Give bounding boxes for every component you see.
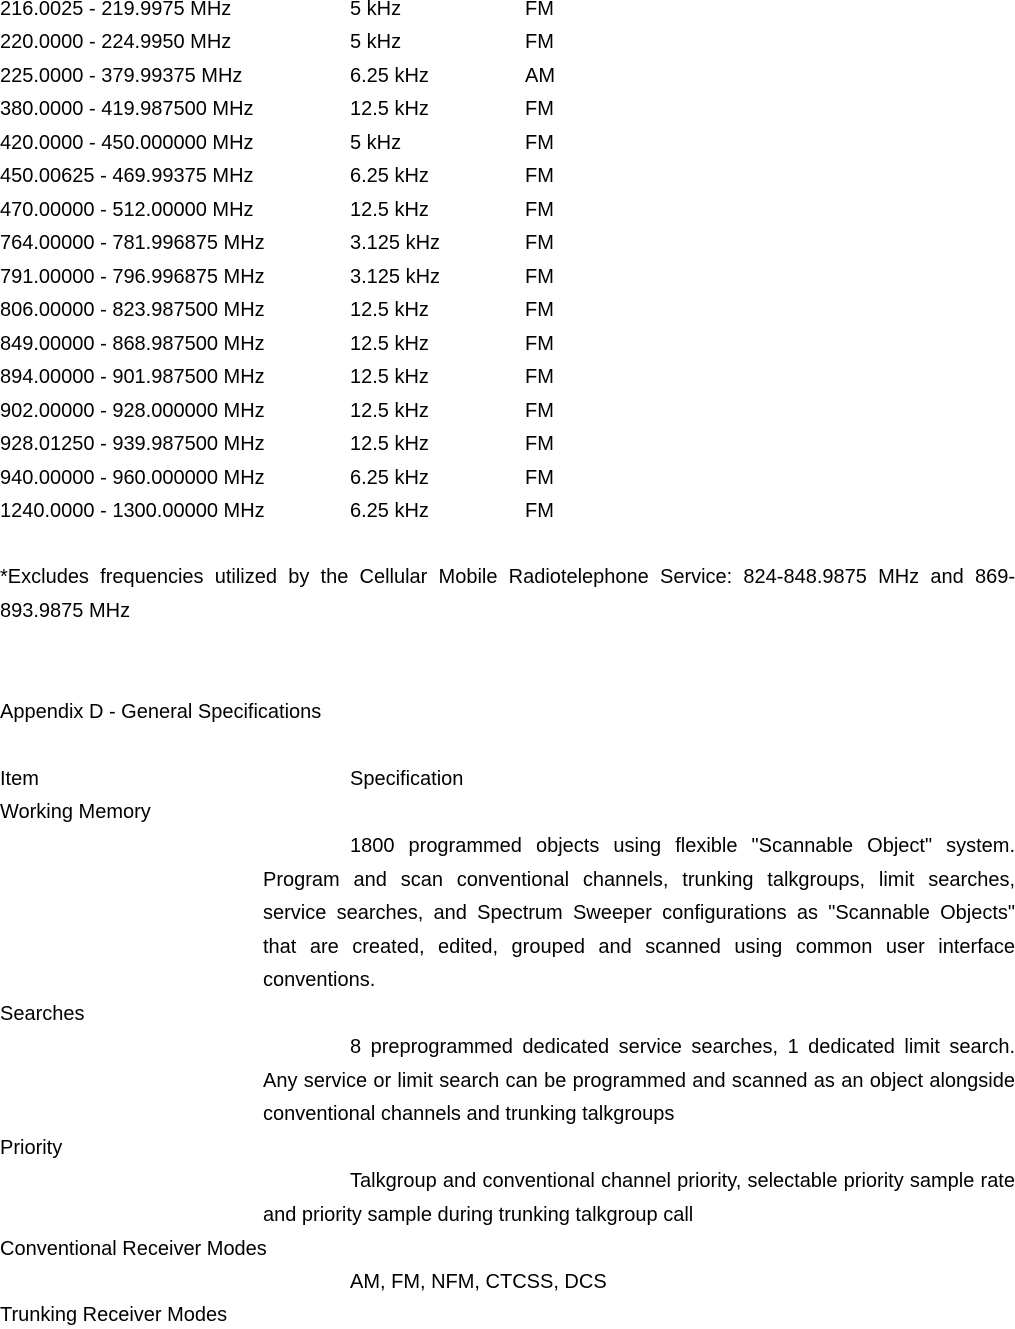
freq-step: 12.5 kHz bbox=[350, 199, 429, 221]
spec-item-label: Priority bbox=[0, 1137, 63, 1159]
freq-step: 12.5 kHz bbox=[350, 433, 429, 455]
freq-range: 764.00000 - 781.996875 MHz bbox=[0, 232, 265, 254]
freq-mode: FM bbox=[525, 266, 554, 288]
freq-mode: FM bbox=[525, 199, 554, 221]
freq-step: 3.125 kHz bbox=[350, 266, 441, 288]
freq-step: 6.25 kHz bbox=[350, 500, 429, 522]
freq-range: 450.00625 - 469.99375 MHz bbox=[0, 165, 254, 187]
freq-step: 6.25 kHz bbox=[350, 467, 429, 489]
freq-step: 3.125 kHz bbox=[350, 232, 441, 254]
freq-mode: FM bbox=[525, 232, 554, 254]
freq-step: 12.5 kHz bbox=[350, 299, 429, 321]
spec-item-label: Trunking Receiver Modes bbox=[0, 1304, 228, 1326]
spec-item-label: Conventional Receiver Modes bbox=[0, 1238, 267, 1260]
freq-step: 12.5 kHz bbox=[350, 366, 429, 388]
freq-range: 220.0000 - 224.9950 MHz bbox=[0, 31, 232, 53]
footnote: *Excludes frequencies utilized by the Cellular Mobile Radiotelephone Service: 824-848.9875 MHz and 869-893.9875 MHz bbox=[0, 566, 1015, 622]
freq-mode: FM bbox=[525, 299, 554, 321]
spec-item-description: 1800 programmed objects using flexible "Scannable Object" system. Program and scan conventional channels, trunking talkgroups, limit searches, service searches, and Spectrum Sweeper configurations as "Scannable Objects" that are created, edited, grouped and scanned using common user interface conventions. bbox=[263, 835, 1015, 991]
freq-mode: FM bbox=[525, 366, 554, 388]
freq-range: 225.0000 - 379.99375 MHz bbox=[0, 65, 243, 87]
freq-range: 791.00000 - 796.996875 MHz bbox=[0, 266, 265, 288]
freq-range: 849.00000 - 868.987500 MHz bbox=[0, 333, 265, 355]
freq-step: 5 kHz bbox=[350, 132, 402, 154]
freq-range: 894.00000 - 901.987500 MHz bbox=[0, 366, 265, 388]
freq-step: 6.25 kHz bbox=[350, 65, 429, 87]
spec-item-description: 8 preprogrammed dedicated service searches, 1 dedicated limit search. Any service or limit search can be programmed and scanned as an object alongside conventional channels and trunking talkgroups bbox=[263, 1036, 1015, 1125]
freq-mode: FM bbox=[525, 31, 554, 53]
freq-range: 928.01250 - 939.987500 MHz bbox=[0, 433, 265, 455]
freq-step: 5 kHz bbox=[350, 31, 402, 53]
freq-mode: FM bbox=[525, 0, 554, 20]
freq-step: 5 kHz bbox=[350, 0, 402, 20]
freq-mode: FM bbox=[525, 500, 554, 522]
freq-range: 902.00000 - 928.000000 MHz bbox=[0, 400, 265, 422]
freq-mode: FM bbox=[525, 165, 554, 187]
spec-item-label: Searches bbox=[0, 1003, 85, 1025]
freq-range: 806.00000 - 823.987500 MHz bbox=[0, 299, 265, 321]
freq-range: 420.0000 - 450.000000 MHz bbox=[0, 132, 254, 154]
freq-range: 216.0025 - 219.9975 MHz bbox=[0, 0, 232, 20]
spec-item-description: AM, FM, NFM, CTCSS, DCS bbox=[350, 1271, 607, 1293]
freq-range: 470.00000 - 512.00000 MHz bbox=[0, 199, 254, 221]
freq-range: 380.0000 - 419.987500 MHz bbox=[0, 98, 254, 120]
column-header-specification: Specification bbox=[350, 768, 464, 790]
freq-mode: AM bbox=[525, 65, 555, 87]
column-header-item: Item bbox=[0, 768, 39, 790]
freq-mode: FM bbox=[525, 132, 554, 154]
freq-mode: FM bbox=[525, 400, 554, 422]
freq-step: 6.25 kHz bbox=[350, 165, 429, 187]
freq-step: 12.5 kHz bbox=[350, 98, 429, 120]
freq-mode: FM bbox=[525, 467, 554, 489]
spec-item-label: Working Memory bbox=[0, 801, 151, 823]
freq-mode: FM bbox=[525, 98, 554, 120]
freq-step: 12.5 kHz bbox=[350, 400, 429, 422]
appendix-title: Appendix D - General Specifications bbox=[0, 701, 322, 723]
spec-item-description: Talkgroup and conventional channel priority, selectable priority sample rate and priority sample during trunking talkgroup call bbox=[263, 1170, 1015, 1226]
freq-mode: FM bbox=[525, 433, 554, 455]
freq-range: 940.00000 - 960.000000 MHz bbox=[0, 467, 265, 489]
freq-mode: FM bbox=[525, 333, 554, 355]
freq-step: 12.5 kHz bbox=[350, 333, 429, 355]
freq-range: 1240.0000 - 1300.00000 MHz bbox=[0, 500, 265, 522]
